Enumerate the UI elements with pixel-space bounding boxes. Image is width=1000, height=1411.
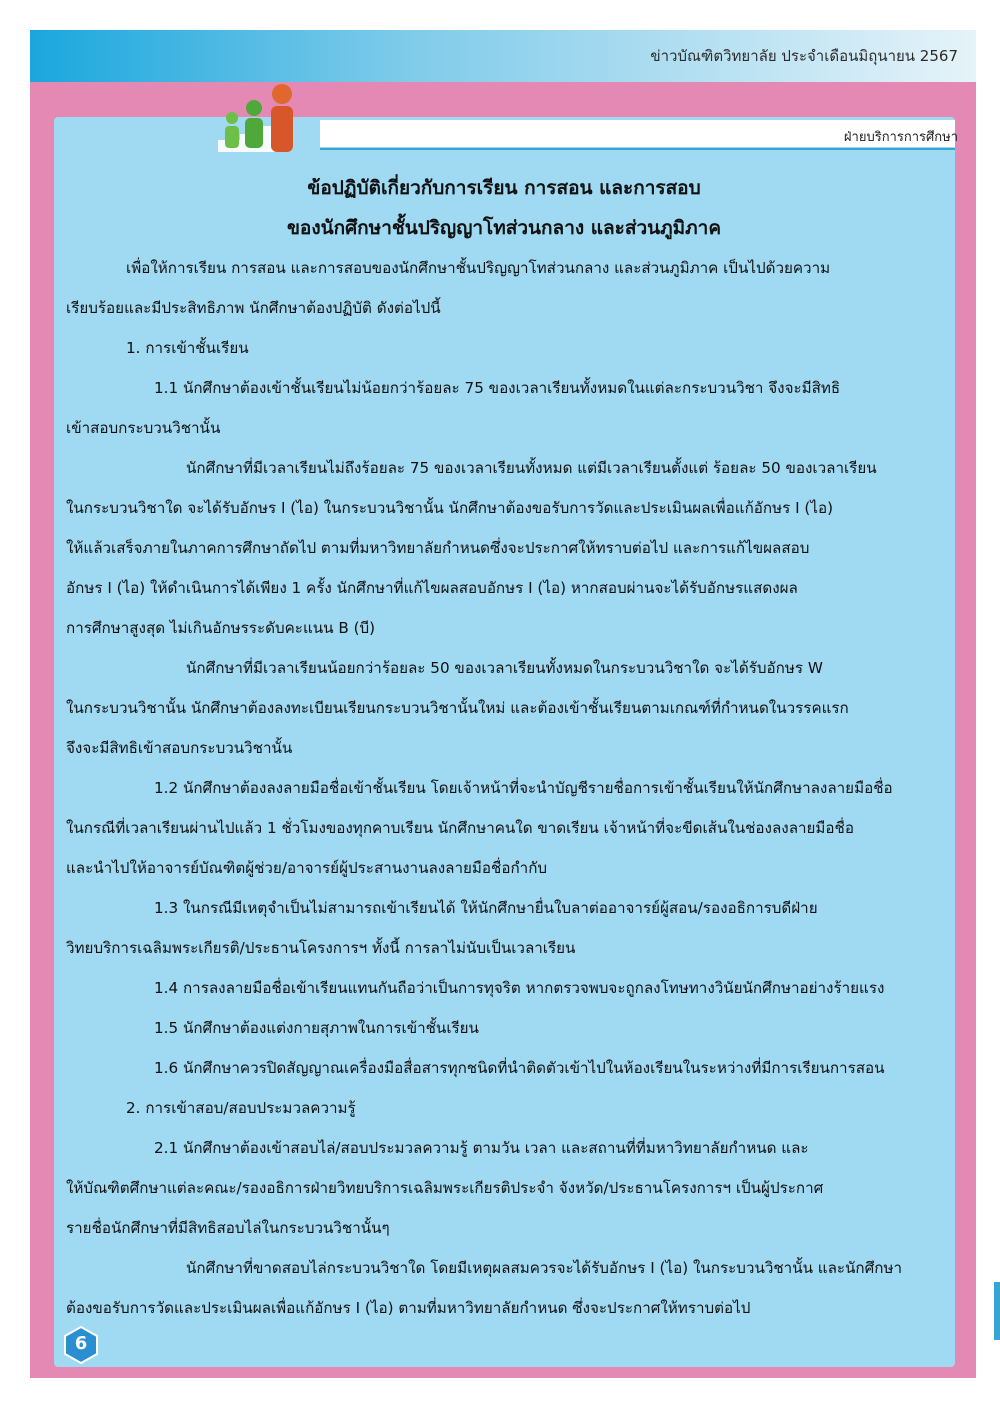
p21b-line-2: ต้องขอรับการวัดและประเมินผลเพื่อแก้อักษร I (ไอ) ตามที่มหาวิทยาลัยกำหนด ซึ่งจะประกาศให้ทราบต่อไป bbox=[66, 1299, 751, 1317]
p13-line-2: วิทยบริการเฉลิมพระเกียรติ/ประธานโครงการฯ ทั้งนี้ การลาไม่นับเป็นเวลาเรียน bbox=[66, 939, 576, 957]
p11-line-2: เข้าสอบกระบวนวิชานั้น bbox=[66, 419, 221, 437]
paragraph-1-2 bbox=[66, 768, 942, 888]
intro-line-1: เพื่อให้การเรียน การสอน และการสอบของนักศึกษาชั้นปริญญาโทส่วนกลาง และส่วนภูมิภาค เป็นไปด้วยความ bbox=[126, 259, 831, 277]
page-number: 6 bbox=[74, 1333, 88, 1354]
p12-line-2: ในกรณีที่เวลาเรียนผ่านไปแล้ว 1 ชั่วโมงของทุกคาบเรียน นักศึกษาคนใด ขาดเรียน เจ้าหน้าที่จะขีดเส้นในช่องลงลายมือชื่อ bbox=[66, 819, 854, 837]
section-label: ฝ่ายบริการการศึกษา bbox=[843, 130, 958, 145]
edge-tab bbox=[994, 1282, 1000, 1340]
document-title-line2: ของนักศึกษาชั้นปริญญาโทส่วนกลาง และส่วนภูมิภาค bbox=[286, 217, 722, 239]
p11c-line-1: นักศึกษาที่มีเวลาเรียนน้อยกว่าร้อยละ 50 ของเวลาเรียนทั้งหมดในกระบวนวิชาใด จะได้รับอักษร W bbox=[186, 659, 823, 677]
paragraph-1-3 bbox=[66, 888, 942, 968]
paragraph-1-1-b bbox=[66, 448, 942, 648]
p11b-line-5: การศึกษาสูงสุด ไม่เกินอักษรระดับคะแนน B (บี) bbox=[66, 619, 376, 637]
heading-2-text: 2. การเข้าสอบ/สอบประมวลความรู้ bbox=[126, 1099, 356, 1117]
section-divider bbox=[320, 148, 955, 150]
document-title-line1: ข้อปฏิบัติเกี่ยวกับการเรียน การสอน และการสอบ bbox=[307, 177, 701, 199]
p11-line-1: 1.1 นักศึกษาต้องเข้าชั้นเรียนไม่น้อยกว่าร้อยละ 75 ของเวลาเรียนทั้งหมดในแต่ละกระบวนวิชา จึงจะมีสิทธิ bbox=[154, 379, 841, 397]
newsletter-title: ข่าวบัณฑิตวิทยาลัย ประจำเดือนมิถุนายน 2567 bbox=[650, 47, 958, 65]
paragraph-1-5 bbox=[66, 1008, 942, 1048]
p11b-line-3: ให้แล้วเสร็จภายในภาคการศึกษาถัดไป ตามที่มหาวิทยาลัยกำหนดซึ่งจะประกาศให้ทราบต่อไป และการแก้ไขผลสอบ bbox=[66, 539, 810, 557]
document-body bbox=[66, 168, 942, 1328]
paragraph-2-1-b bbox=[66, 1248, 942, 1328]
p16-line: 1.6 นักศึกษาควรปิดสัญญาณเครื่องมือสื่อสารทุกชนิดที่นำติดตัวเข้าไปในห้องเรียนในระหว่างที่มีการเรียนการสอน bbox=[154, 1059, 885, 1077]
heading-1 bbox=[66, 328, 942, 368]
p21-line-1: 2.1 นักศึกษาต้องเข้าสอบไล่/สอบประมวลความรู้ ตามวัน เวลา และสถานที่ที่มหาวิทยาลัยกำหนด และ bbox=[154, 1139, 809, 1157]
paragraph-1-4 bbox=[66, 968, 942, 1008]
paragraph-1-6 bbox=[66, 1048, 942, 1088]
p11c-line-3: จึงจะมีสิทธิเข้าสอบกระบวนวิชานั้น bbox=[66, 739, 293, 757]
p11c-line-2: ในกระบวนวิชานั้น นักศึกษาต้องลงทะเบียนเรียนกระบวนวิชานั้นใหม่ และต้องเข้าชั้นเรียนตามเกณฑ์ที่กำหนดในวรรคแรก bbox=[66, 699, 849, 717]
p11b-line-1: นักศึกษาที่มีเวลาเรียนไม่ถึงร้อยละ 75 ของเวลาเรียนทั้งหมด แต่มีเวลาเรียนตั้งแต่ ร้อยละ 50 ของเวลาเรียน bbox=[186, 459, 877, 477]
heading-1-text: 1. การเข้าชั้นเรียน bbox=[126, 339, 249, 357]
intro-paragraph bbox=[66, 248, 942, 328]
p12-line-3: และนำไปให้อาจารย์บัณฑิตผู้ช่วย/อาจารย์ผู้ประสานงานลงลายมือชื่อกำกับ bbox=[66, 859, 548, 877]
paragraph-2-1 bbox=[66, 1128, 942, 1248]
p21-line-3: รายชื่อนักศึกษาที่มีสิทธิสอบไล่ในกระบวนวิชานั้นๆ bbox=[66, 1219, 390, 1237]
p12-line-1: 1.2 นักศึกษาต้องลงลายมือชื่อเข้าชั้นเรียน โดยเจ้าหน้าที่จะนำบัญชีรายชื่อการเข้าชั้นเรียนให้นักศึกษาลงลายมือชื่อ bbox=[154, 779, 893, 797]
p11b-line-2: ในกระบวนวิชาใด จะได้รับอักษร I (ไอ) ในกระบวนวิชานั้น นักศึกษาต้องขอรับการวัดและประเมินผลเพื่อแก้อักษร I (ไอ) bbox=[66, 499, 834, 517]
p13-line-1: 1.3 ในกรณีมีเหตุจำเป็นไม่สามารถเข้าเรียนได้ ให้นักศึกษายื่นใบลาต่ออาจารย์ผู้สอน/รองอธิการบดีฝ่าย bbox=[154, 899, 818, 917]
paragraph-1-1 bbox=[66, 368, 942, 448]
p21b-line-1: นักศึกษาที่ขาดสอบไล่กระบวนวิชาใด โดยมีเหตุผลสมควรจะได้รับอักษร I (ไอ) ในกระบวนวิชานั้น และนักศึกษา bbox=[186, 1259, 903, 1277]
intro-line-2: เรียบร้อยและมีประสิทธิภาพ นักศึกษาต้องปฏิบัติ ดังต่อไปนี้ bbox=[66, 299, 441, 317]
heading-2 bbox=[66, 1088, 942, 1128]
p14-line: 1.4 การลงลายมือชื่อเข้าเรียนแทนกันถือว่าเป็นการทุจริต หากตรวจพบจะถูกลงโทษทางวินัยนักศึกษาอย่างร้ายแรง bbox=[154, 979, 885, 997]
p15-line: 1.5 นักศึกษาต้องแต่งกายสุภาพในการเข้าชั้นเรียน bbox=[154, 1019, 479, 1037]
people-icon bbox=[210, 80, 320, 160]
paragraph-1-1-c bbox=[66, 648, 942, 768]
p21-line-2: ให้บัณฑิตศึกษาแต่ละคณะ/รองอธิการฝ่ายวิทยบริการเฉลิมพระเกียรติประจำ จังหวัด/ประธานโครงการฯ เป็นผู้ประกาศ bbox=[66, 1179, 824, 1197]
p11b-line-4: อักษร I (ไอ) ให้ดำเนินการได้เพียง 1 ครั้ง นักศึกษาที่แก้ไขผลสอบอักษร I (ไอ) หากสอบผ่านจะได้รับอักษรแสดงผล bbox=[66, 579, 798, 597]
